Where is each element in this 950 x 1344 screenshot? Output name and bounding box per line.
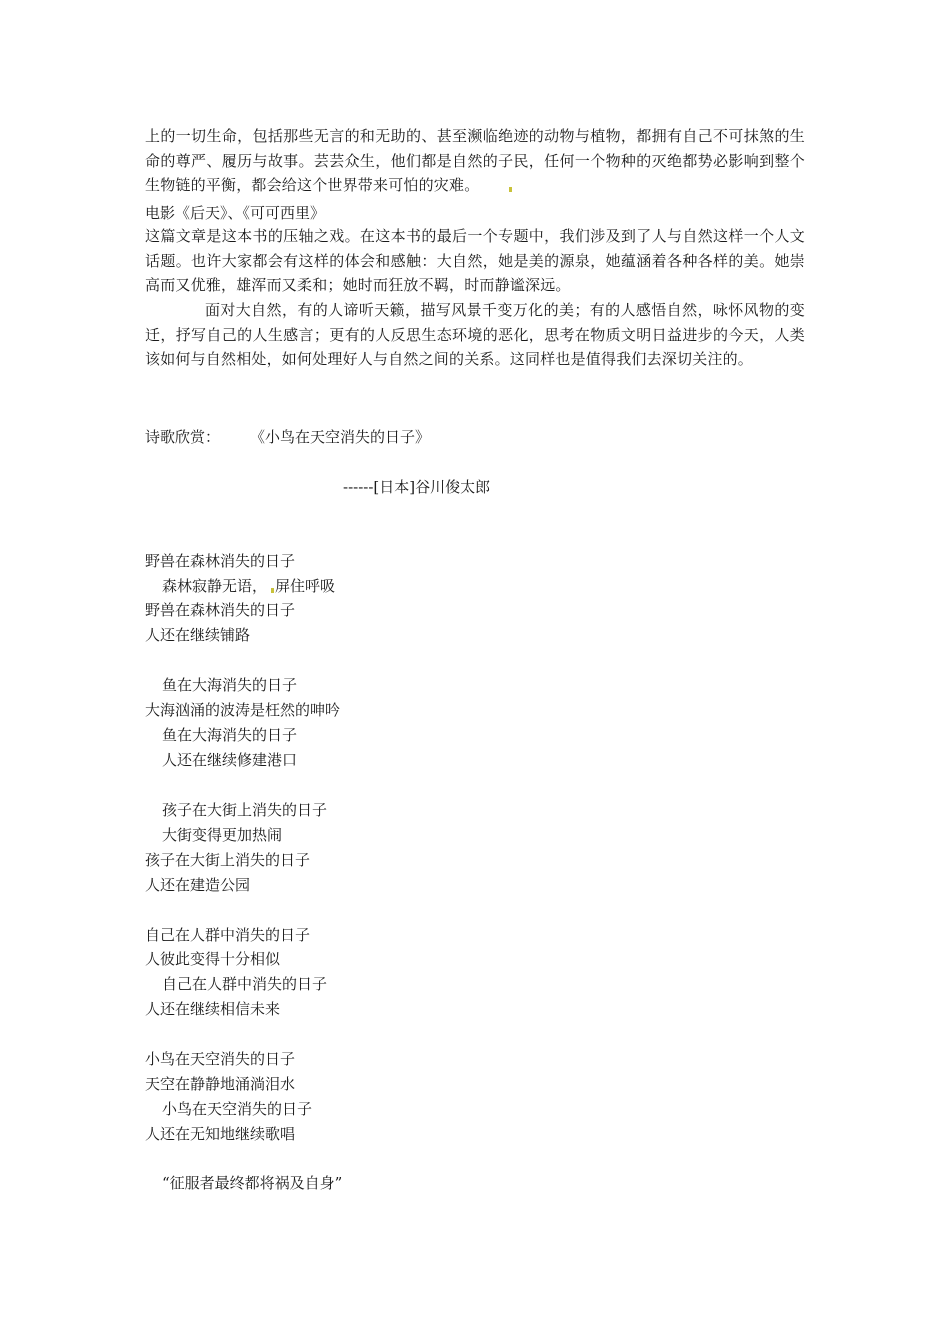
films-line: 电影《后天》、《可可西里》	[145, 204, 326, 222]
poem-line: 小鸟在天空消失的日子	[145, 1050, 296, 1068]
poem-line: 大海汹涌的波涛是枉然的呻吟	[145, 701, 341, 719]
poem-line-part: 屏住呼吸	[275, 577, 336, 595]
poem-line: 人还在继续修建港口	[162, 751, 298, 769]
intro-paragraph-3: 面对大自然，有的人谛听天籁，描写风景千变万化的美；有的人感悟自然，咏怀风物的变迁，抒写自己的人生感言；更有的人反思生态环境的恶化，思考在物质文明日益进步的今天，人类该如何与自然相处，如何处理好人与自然之间的关系。这同样也是值得我们去深切关注的。	[145, 301, 805, 369]
intro-paragraph-1	[145, 124, 805, 198]
poem-line: 人还在无知地继续歌唱	[145, 1125, 296, 1143]
poem-line: 孩子在大街上消失的日子	[145, 851, 311, 869]
poem-heading	[145, 426, 430, 448]
intro-paragraph-2: 这篇文章是这本书的压轴之戏。在这本书的最后一个专题中，我们涉及到了人与自然这样一个人文话题。也许大家都会有这样的体会和感触：大自然，她是美的源泉，她蕴涵着各种各样的美。她崇高而又优雅，雄浑而又柔和；她时而狂放不羁，时而静谧深远。	[145, 227, 805, 295]
poem-line: 野兽在森林消失的日子	[145, 601, 296, 619]
poem-line: 人还在建造公园	[145, 876, 251, 894]
poem-title: 《小鸟在天空消失的日子》	[250, 428, 431, 446]
poem-line: 鱼在大海消失的日子	[162, 726, 298, 744]
poem-line: 鱼在大海消失的日子	[162, 676, 298, 694]
poem-line: 人还在继续铺路	[145, 626, 251, 644]
highlight-mark	[271, 588, 274, 593]
highlight-mark	[509, 187, 512, 192]
poem-line-part: 森林寂静无语，	[162, 577, 268, 595]
poem-line: 自己在人群中消失的日子	[145, 926, 311, 944]
poem-line: 大街变得更加热闹	[162, 826, 283, 844]
poem-author: ------[日本]谷川俊太郎	[343, 478, 491, 496]
poem-line	[162, 575, 335, 597]
poem-line: 自己在人群中消失的日子	[162, 975, 328, 993]
closing-quote: “征服者最终都将祸及自身”	[162, 1174, 343, 1192]
poem-line: 野兽在森林消失的日子	[145, 552, 296, 570]
poem-line: 小鸟在天空消失的日子	[162, 1100, 313, 1118]
poem-line: 人还在继续相信未来	[145, 1000, 281, 1018]
poem-label: 诗歌欣赏：	[145, 428, 221, 446]
poem-line: 天空在静静地涌淌泪水	[145, 1075, 296, 1093]
poem-line: 孩子在大街上消失的日子	[162, 801, 328, 819]
intro-paragraph-1-text: 上的一切生命，包括那些无言的和无助的、甚至濒临绝迹的动物与植物，都拥有自己不可抹煞的生命的尊严、履历与故事。芸芸众生，他们都是自然的子民，任何一个物种的灭绝都势必影响到整个生物链的平衡，都会给这个世界带来可怕的灾难。	[145, 127, 805, 195]
poem-line: 人彼此变得十分相似	[145, 950, 281, 968]
